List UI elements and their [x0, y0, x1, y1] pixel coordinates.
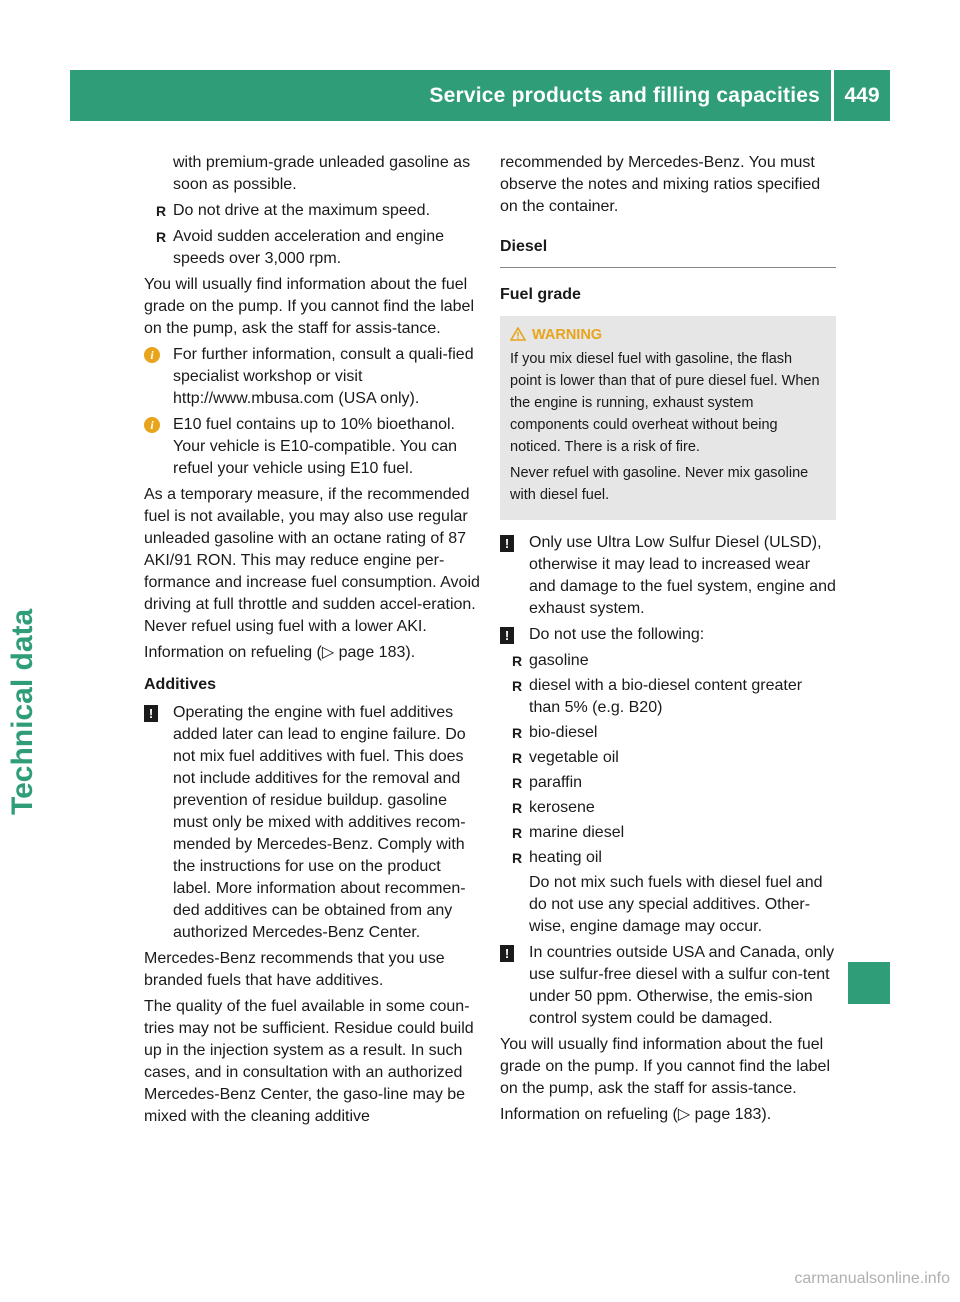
- caution-note: ! Only use Ultra Low Sulfur Diesel (ULSD), otherwise it may lead to increased wear and damage to the fuel system, engine and exhaust system.: [500, 532, 836, 620]
- list-item: R paraffin: [512, 774, 583, 791]
- left-column: [144, 152, 482, 1132]
- info-note: i E10 fuel contains up to 10% bioethanol. Your vehicle is E10-compatible. You can refuel your vehicle using E10 fuel.: [144, 414, 482, 480]
- page-number: 449: [844, 84, 880, 107]
- fuel-grade-heading: Fuel grade: [500, 286, 581, 303]
- info-icon: i: [144, 347, 160, 363]
- caution-continuation: Do not mix such fuels with diesel fuel and do not use any special additives. Other-wise, engine damage may occur.: [529, 874, 823, 935]
- warning-triangle-icon: [510, 327, 526, 341]
- page-reference[interactable]: Information on refueling (▷ page 183).: [144, 644, 416, 661]
- side-tab-marker: [848, 962, 890, 1004]
- caution-note: ! In countries outside USA and Canada, only use sulfur-free diesel with a sulfur con-tent under 50 ppm. Otherwise, the emis-sion control system could be damaged.: [500, 942, 836, 1030]
- paragraph: Mercedes-Benz recommends that you use branded fuels that have additives.: [144, 950, 445, 989]
- warning-header: WARNING: [510, 324, 826, 346]
- paragraph: You will usually find information about the fuel grade on the pump. If you cannot find the label on the pump, ask the staff for assis-tance.: [144, 276, 475, 337]
- exclamation-icon: !: [500, 627, 514, 644]
- caution-note: ! Operating the engine with fuel additives added later can lead to engine failure. Do not mix fuel additives with fuel. This does not include additives for the removal and prevention of residue buildup. gasoline must only be mixed with additives recom-mended by Mercedes-Benz. Comply with the instructions for use on the product label. More information about recommen-ded additives can be obtained from any authorized Mercedes-Benz Center.: [144, 702, 482, 944]
- diesel-heading: Diesel: [500, 236, 836, 268]
- paragraph: You will usually find information about the fuel grade on the pump. If you cannot find the label on the pump, ask the staff for assis-tance.: [500, 1036, 831, 1097]
- paragraph: As a temporary measure, if the recommended fuel is not available, you may also use regular unleaded gasoline with an octane rating of 87 AKI/91 RON. This may reduce engine per-formance and increase fuel consumption. Avoid driving at full throttle and sudden accel-eration. Never refuel using fuel with a lower AKI.: [144, 486, 480, 635]
- side-tab-label: Technical data: [6, 608, 39, 815]
- list-item: R heating oil: [512, 849, 602, 866]
- exclamation-icon: !: [144, 705, 158, 722]
- list-item: R diesel with a bio-diesel content greater than 5% (e.g. B20): [512, 677, 803, 716]
- warning-text: If you mix diesel fuel with gasoline, the flash point is lower than that of pure diesel fuel. When the engine is running, exhaust system components could overheat without being noticed. There is a risk of fire.: [510, 351, 820, 455]
- exclamation-icon: !: [500, 945, 514, 962]
- additives-heading: Additives: [144, 676, 217, 693]
- continued-bullet-text: with premium-grade unleaded gasoline as soon as possible.: [173, 154, 471, 193]
- page-reference[interactable]: Information on refueling (▷ page 183).: [500, 1106, 772, 1123]
- info-note: i For further information, consult a quali-fied specialist workshop or visit http://www.mbusa.com (USA only).: [144, 344, 482, 410]
- caution-note: ! Do not use the following:: [500, 624, 836, 646]
- list-item: R kerosene: [512, 799, 595, 816]
- warning-box: [500, 316, 836, 520]
- section-title: Service products and filling capacities: [429, 84, 820, 107]
- paragraph: recommended by Mercedes-Benz. You must observe the notes and mixing ratios specified on the container.: [500, 154, 821, 215]
- list-item: R vegetable oil: [512, 749, 619, 766]
- watermark: carmanualsonline.info: [794, 1270, 950, 1287]
- list-item: R bio-diesel: [512, 724, 598, 741]
- list-item: R Avoid sudden acceleration and engine speeds over 3,000 rpm.: [156, 228, 445, 267]
- list-item: R Do not drive at the maximum speed.: [156, 202, 431, 219]
- warning-text: Never refuel with gasoline. Never mix gasoline with diesel fuel.: [510, 465, 809, 503]
- list-item: R gasoline: [512, 652, 589, 669]
- info-icon: i: [144, 417, 160, 433]
- page-header: [70, 70, 890, 121]
- paragraph: The quality of the fuel available in some coun-tries may not be sufficient. Residue could build up in the injection system as a result. In such cases, and in consultation with an authorized Mercedes-Benz Center, the gaso-line may be mixed with the cleaning additive: [144, 998, 474, 1125]
- list-item: R marine diesel: [512, 824, 625, 841]
- right-column: [500, 152, 836, 1130]
- exclamation-icon: !: [500, 535, 514, 552]
